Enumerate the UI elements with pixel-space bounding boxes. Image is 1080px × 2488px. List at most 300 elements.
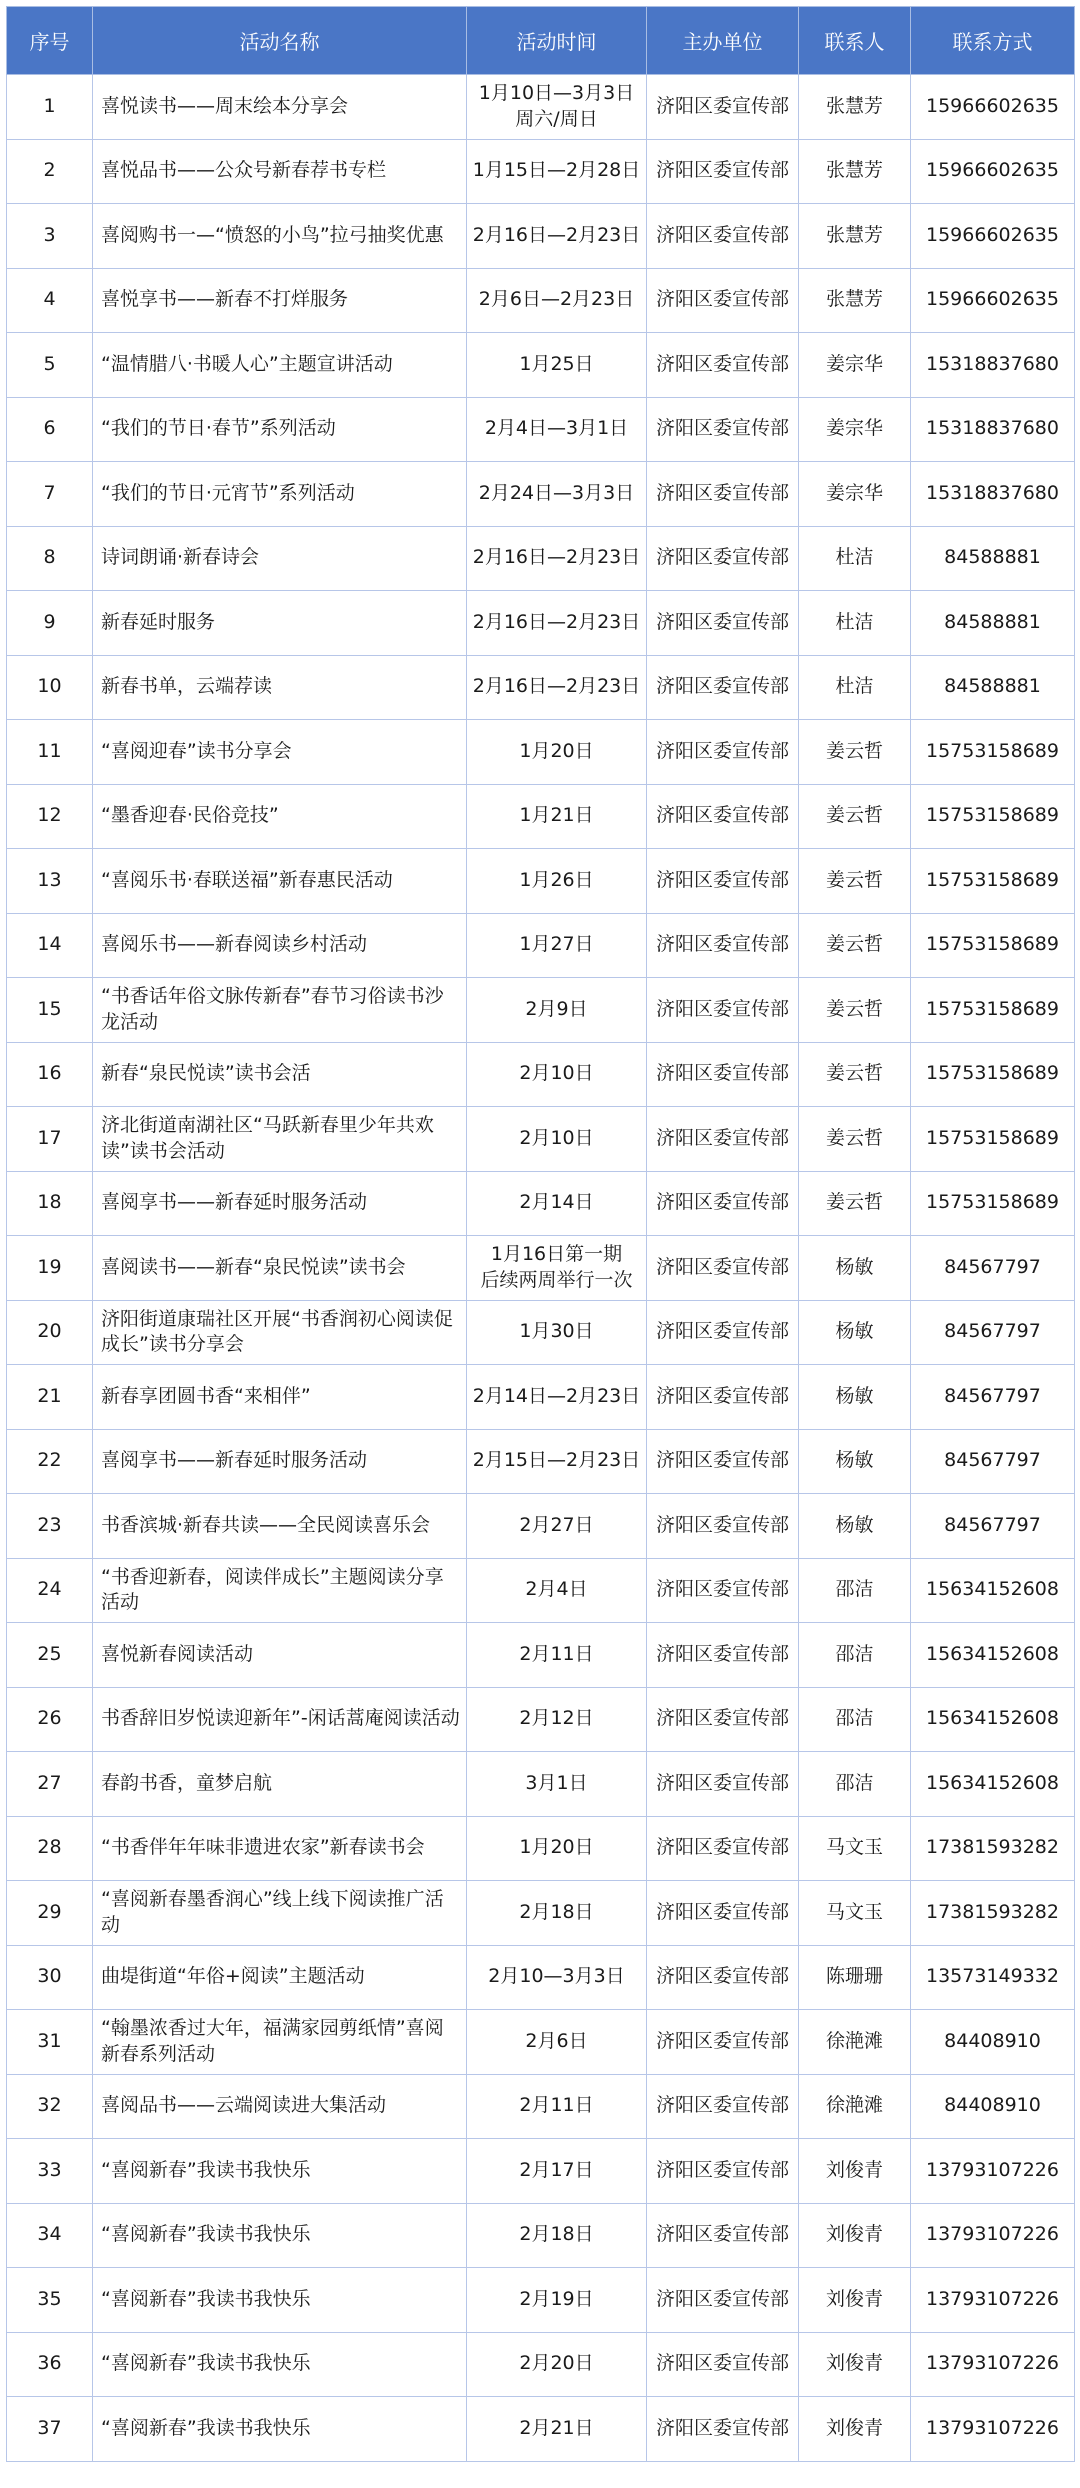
- cell-time: [467, 1816, 647, 1881]
- cell-time: [467, 913, 647, 978]
- time-line: 2月12日: [519, 1707, 594, 1730]
- cell-time: [467, 720, 647, 785]
- time-line: 1月30日: [519, 1320, 594, 1343]
- cell-org: 济阳区委宣传部: [647, 655, 799, 720]
- time-line: 2月27日: [519, 1513, 594, 1536]
- cell-no: 21: [7, 1365, 93, 1430]
- cell-org: 济阳区委宣传部: [647, 2010, 799, 2075]
- cell-no: 4: [7, 268, 93, 333]
- cell-contact: 刘俊青: [799, 2397, 911, 2462]
- cell-phone: 84588881: [911, 526, 1075, 591]
- cell-contact: 邵洁: [799, 1623, 911, 1688]
- cell-contact: 姜云哲: [799, 784, 911, 849]
- cell-name: “书香迎新春，阅读伴成长”主题阅读分享活动: [93, 1558, 467, 1623]
- cell-org: 济阳区委宣传部: [647, 1494, 799, 1559]
- cell-time: [467, 591, 647, 656]
- cell-phone: 15318837680: [911, 397, 1075, 462]
- cell-org: 济阳区委宣传部: [647, 75, 799, 140]
- cell-no: 18: [7, 1171, 93, 1236]
- cell-phone: 15634152608: [911, 1558, 1075, 1623]
- cell-contact: 杜洁: [799, 655, 911, 720]
- cell-phone: 15753158689: [911, 784, 1075, 849]
- cell-contact: 陈珊珊: [799, 1945, 911, 2010]
- cell-contact: 姜云哲: [799, 720, 911, 785]
- activity-table: [6, 6, 1075, 2462]
- cell-org: 济阳区委宣传部: [647, 591, 799, 656]
- time-line: 2月18日: [519, 1900, 594, 1923]
- cell-time: [467, 139, 647, 204]
- cell-org: 济阳区委宣传部: [647, 139, 799, 204]
- cell-name: 春韵书香，童梦启航: [93, 1752, 467, 1817]
- table-row: [7, 2332, 1075, 2397]
- cell-time: [467, 1107, 647, 1172]
- time-line: 2月19日: [519, 2287, 594, 2310]
- time-line: 2月4日: [525, 1578, 588, 1601]
- cell-contact: 张慧芳: [799, 75, 911, 140]
- cell-name: 诗词朗诵·新春诗会: [93, 526, 467, 591]
- cell-time: [467, 1300, 647, 1365]
- cell-time: [467, 655, 647, 720]
- cell-org: 济阳区委宣传部: [647, 1752, 799, 1817]
- header-no: 序号: [7, 7, 93, 75]
- cell-no: 27: [7, 1752, 93, 1817]
- time-line: 2月16日—2月23日: [472, 223, 641, 246]
- cell-name: 新春享团圆书香“来相伴”: [93, 1365, 467, 1430]
- time-line: 1月20日: [519, 1836, 594, 1859]
- cell-no: 31: [7, 2010, 93, 2075]
- table-row: [7, 75, 1075, 140]
- cell-phone: 84588881: [911, 655, 1075, 720]
- cell-org: 济阳区委宣传部: [647, 978, 799, 1043]
- cell-contact: 杜洁: [799, 591, 911, 656]
- cell-phone: 15966602635: [911, 268, 1075, 333]
- table-row: [7, 1945, 1075, 2010]
- cell-name: 新春延时服务: [93, 591, 467, 656]
- time-line: 后续两周举行一次: [480, 1268, 633, 1291]
- cell-org: 济阳区委宣传部: [647, 913, 799, 978]
- time-line: 1月15日—2月28日: [472, 159, 641, 182]
- cell-phone: 15318837680: [911, 333, 1075, 398]
- time-line: 1月26日: [519, 868, 594, 891]
- table-row: [7, 978, 1075, 1043]
- time-line: 1月27日: [519, 933, 594, 956]
- cell-name: 济北街道南湖社区“马跃新春里少年共欢读”读书会活动: [93, 1107, 467, 1172]
- time-line: 1月10日—3月3日: [478, 82, 635, 105]
- cell-time: [467, 1752, 647, 1817]
- cell-name: 书香滨城·新春共读——全民阅读喜乐会: [93, 1494, 467, 1559]
- cell-org: 济阳区委宣传部: [647, 1171, 799, 1236]
- cell-phone: 13793107226: [911, 2139, 1075, 2204]
- cell-name: 喜阅乐书——新春阅读乡村活动: [93, 913, 467, 978]
- time-line: 2月10日: [519, 1126, 594, 1149]
- time-line: 2月16日—2月23日: [472, 546, 641, 569]
- cell-org: 济阳区委宣传部: [647, 1881, 799, 1946]
- cell-contact: 杨敏: [799, 1236, 911, 1301]
- time-line: 2月14日: [519, 1191, 594, 1214]
- table-row: [7, 397, 1075, 462]
- cell-time: [467, 1494, 647, 1559]
- time-line: 2月6日—2月23日: [478, 288, 635, 311]
- cell-contact: 杜洁: [799, 526, 911, 591]
- time-line: 1月16日第一期: [490, 1243, 623, 1266]
- cell-time: [467, 1945, 647, 2010]
- cell-org: 济阳区委宣传部: [647, 2203, 799, 2268]
- cell-phone: 15753158689: [911, 849, 1075, 914]
- cell-org: 济阳区委宣传部: [647, 204, 799, 269]
- cell-contact: 马文玉: [799, 1881, 911, 1946]
- cell-org: 济阳区委宣传部: [647, 1300, 799, 1365]
- cell-phone: 13793107226: [911, 2332, 1075, 2397]
- cell-no: 36: [7, 2332, 93, 2397]
- cell-time: [467, 1881, 647, 1946]
- cell-phone: 15634152608: [911, 1687, 1075, 1752]
- cell-phone: 15753158689: [911, 720, 1075, 785]
- cell-name: 喜悦品书——公众号新春荐书专栏: [93, 139, 467, 204]
- cell-no: 37: [7, 2397, 93, 2462]
- cell-name: 喜阅读书——新春“泉民悦读”读书会: [93, 1236, 467, 1301]
- cell-no: 8: [7, 526, 93, 591]
- cell-time: [467, 1236, 647, 1301]
- cell-name: “我们的节日·春节”系列活动: [93, 397, 467, 462]
- cell-phone: 15966602635: [911, 75, 1075, 140]
- table-row: [7, 591, 1075, 656]
- cell-contact: 姜云哲: [799, 913, 911, 978]
- cell-name: 新春书单，云端荐读: [93, 655, 467, 720]
- time-line: 2月21日: [519, 2416, 594, 2439]
- table-row: [7, 1752, 1075, 1817]
- cell-no: 11: [7, 720, 93, 785]
- table-row: [7, 2139, 1075, 2204]
- table-row: [7, 720, 1075, 785]
- cell-name: “书香话年俗文脉传新春”春节习俗读书沙龙活动: [93, 978, 467, 1043]
- cell-org: 济阳区委宣传部: [647, 2139, 799, 2204]
- time-line: 2月18日: [519, 2223, 594, 2246]
- cell-phone: 17381593282: [911, 1816, 1075, 1881]
- cell-phone: 84408910: [911, 2074, 1075, 2139]
- table-row: [7, 913, 1075, 978]
- cell-contact: 徐滟滩: [799, 2010, 911, 2075]
- cell-name: 喜阅享书——新春延时服务活动: [93, 1429, 467, 1494]
- cell-no: 12: [7, 784, 93, 849]
- cell-contact: 刘俊青: [799, 2268, 911, 2333]
- time-line: 2月20日: [519, 2352, 594, 2375]
- cell-name: “喜阅乐书·春联送福”新春惠民活动: [93, 849, 467, 914]
- cell-name: “喜阅新春墨香润心”线上线下阅读推广活动: [93, 1881, 467, 1946]
- table-row: [7, 784, 1075, 849]
- time-line: 2月14日—2月23日: [472, 1384, 641, 1407]
- cell-contact: 邵洁: [799, 1752, 911, 1817]
- cell-contact: 杨敏: [799, 1300, 911, 1365]
- header-org: 主办单位: [647, 7, 799, 75]
- cell-time: [467, 1429, 647, 1494]
- cell-contact: 杨敏: [799, 1429, 911, 1494]
- cell-contact: 刘俊青: [799, 2203, 911, 2268]
- table-row: [7, 1687, 1075, 1752]
- table-row: [7, 204, 1075, 269]
- cell-org: 济阳区委宣传部: [647, 1107, 799, 1172]
- cell-contact: 马文玉: [799, 1816, 911, 1881]
- cell-contact: 姜云哲: [799, 1042, 911, 1107]
- cell-phone: 84567797: [911, 1429, 1075, 1494]
- cell-contact: 姜云哲: [799, 849, 911, 914]
- cell-org: 济阳区委宣传部: [647, 397, 799, 462]
- table-row: [7, 849, 1075, 914]
- time-line: 2月10—3月3日: [488, 1965, 625, 1988]
- cell-org: 济阳区委宣传部: [647, 268, 799, 333]
- table-row: [7, 1171, 1075, 1236]
- cell-org: 济阳区委宣传部: [647, 1687, 799, 1752]
- cell-time: [467, 1042, 647, 1107]
- table-row: [7, 1623, 1075, 1688]
- table-row: [7, 1816, 1075, 1881]
- cell-time: [467, 1365, 647, 1430]
- cell-time: [467, 526, 647, 591]
- cell-no: 3: [7, 204, 93, 269]
- cell-time: [467, 2203, 647, 2268]
- cell-org: 济阳区委宣传部: [647, 1365, 799, 1430]
- cell-time: [467, 2332, 647, 2397]
- cell-time: [467, 2397, 647, 2462]
- cell-phone: 13793107226: [911, 2268, 1075, 2333]
- cell-contact: 姜宗华: [799, 333, 911, 398]
- table-row: [7, 2203, 1075, 2268]
- time-line: 2月11日: [519, 2094, 594, 2117]
- cell-phone: 84567797: [911, 1365, 1075, 1430]
- cell-no: 29: [7, 1881, 93, 1946]
- time-line: 2月24日—3月3日: [478, 481, 635, 504]
- cell-no: 33: [7, 2139, 93, 2204]
- time-line: 3月1日: [525, 1771, 588, 1794]
- table-row: [7, 139, 1075, 204]
- cell-time: [467, 75, 647, 140]
- cell-org: 济阳区委宣传部: [647, 720, 799, 785]
- cell-no: 24: [7, 1558, 93, 1623]
- header-contact: 联系人: [799, 7, 911, 75]
- cell-phone: 84567797: [911, 1300, 1075, 1365]
- time-line: 周六/周日: [515, 107, 598, 130]
- cell-time: [467, 784, 647, 849]
- cell-no: 17: [7, 1107, 93, 1172]
- cell-contact: 杨敏: [799, 1494, 911, 1559]
- cell-time: [467, 1558, 647, 1623]
- cell-no: 6: [7, 397, 93, 462]
- cell-contact: 张慧芳: [799, 268, 911, 333]
- table-row: [7, 333, 1075, 398]
- cell-phone: 13573149332: [911, 1945, 1075, 2010]
- cell-name: 喜悦读书——周末绘本分享会: [93, 75, 467, 140]
- cell-time: [467, 268, 647, 333]
- table-row: [7, 268, 1075, 333]
- time-line: 2月16日—2月23日: [472, 675, 641, 698]
- time-line: 2月6日: [525, 2029, 588, 2052]
- cell-contact: 徐滟滩: [799, 2074, 911, 2139]
- cell-time: [467, 204, 647, 269]
- time-line: 2月10日: [519, 1062, 594, 1085]
- time-line: 1月20日: [519, 739, 594, 762]
- table-row: [7, 2010, 1075, 2075]
- time-line: 1月21日: [519, 804, 594, 827]
- cell-time: [467, 1171, 647, 1236]
- cell-org: 济阳区委宣传部: [647, 2332, 799, 2397]
- cell-phone: 84567797: [911, 1494, 1075, 1559]
- cell-name: “喜阅迎春”读书分享会: [93, 720, 467, 785]
- cell-name: 喜阅购书一—“愤怒的小鸟”拉弓抽奖优惠: [93, 204, 467, 269]
- cell-org: 济阳区委宣传部: [647, 1623, 799, 1688]
- cell-no: 28: [7, 1816, 93, 1881]
- cell-org: 济阳区委宣传部: [647, 1429, 799, 1494]
- cell-contact: 张慧芳: [799, 204, 911, 269]
- table-row: [7, 526, 1075, 591]
- cell-org: 济阳区委宣传部: [647, 2397, 799, 2462]
- cell-name: “喜阅新春”我读书我快乐: [93, 2139, 467, 2204]
- cell-contact: 张慧芳: [799, 139, 911, 204]
- cell-no: 13: [7, 849, 93, 914]
- time-line: 2月16日—2月23日: [472, 610, 641, 633]
- cell-no: 19: [7, 1236, 93, 1301]
- table-row: [7, 1429, 1075, 1494]
- cell-name: “墨香迎春·民俗竞技”: [93, 784, 467, 849]
- cell-org: 济阳区委宣传部: [647, 2074, 799, 2139]
- cell-contact: 姜云哲: [799, 1107, 911, 1172]
- table-row: [7, 1042, 1075, 1107]
- table-row: [7, 1365, 1075, 1430]
- cell-name: “翰墨浓香过大年，福满家园剪纸情”喜阅新春系列活动: [93, 2010, 467, 2075]
- header-name: 活动名称: [93, 7, 467, 75]
- cell-contact: 姜宗华: [799, 462, 911, 527]
- cell-name: 济阳街道康瑞社区开展“书香润初心阅读促成长”读书分享会: [93, 1300, 467, 1365]
- cell-time: [467, 397, 647, 462]
- table-row: [7, 2268, 1075, 2333]
- time-line: 2月4日—3月1日: [484, 417, 629, 440]
- cell-name: “书香伴年年味非遗进农家”新春读书会: [93, 1816, 467, 1881]
- table-row: [7, 1236, 1075, 1301]
- table-row: [7, 1494, 1075, 1559]
- time-line: 2月11日: [519, 1642, 594, 1665]
- cell-phone: 84588881: [911, 591, 1075, 656]
- cell-time: [467, 978, 647, 1043]
- cell-name: “温情腊八·书暖人心”主题宣讲活动: [93, 333, 467, 398]
- cell-no: 2: [7, 139, 93, 204]
- cell-contact: 邵洁: [799, 1687, 911, 1752]
- cell-no: 25: [7, 1623, 93, 1688]
- cell-phone: 15753158689: [911, 1042, 1075, 1107]
- cell-phone: 15318837680: [911, 462, 1075, 527]
- cell-phone: 84567797: [911, 1236, 1075, 1301]
- cell-no: 5: [7, 333, 93, 398]
- table-row: [7, 1558, 1075, 1623]
- cell-name: 书香辞旧岁悦读迎新年”-闲话蒿庵阅读活动: [93, 1687, 467, 1752]
- time-line: 2月15日—2月23日: [472, 1449, 641, 1472]
- cell-no: 9: [7, 591, 93, 656]
- cell-phone: 15753158689: [911, 1171, 1075, 1236]
- cell-name: 喜阅品书——云端阅读进大集活动: [93, 2074, 467, 2139]
- cell-phone: 15966602635: [911, 139, 1075, 204]
- header-time: 活动时间: [467, 7, 647, 75]
- cell-no: 10: [7, 655, 93, 720]
- cell-name: “喜阅新春”我读书我快乐: [93, 2332, 467, 2397]
- cell-no: 26: [7, 1687, 93, 1752]
- cell-name: 新春“泉民悦读”读书会活: [93, 1042, 467, 1107]
- cell-contact: 姜宗华: [799, 397, 911, 462]
- table-row: [7, 1300, 1075, 1365]
- cell-no: 34: [7, 2203, 93, 2268]
- cell-contact: 姜云哲: [799, 978, 911, 1043]
- cell-org: 济阳区委宣传部: [647, 333, 799, 398]
- cell-contact: 刘俊青: [799, 2332, 911, 2397]
- table-row: [7, 2397, 1075, 2462]
- cell-time: [467, 2010, 647, 2075]
- cell-name: 喜悦享书——新春不打烊服务: [93, 268, 467, 333]
- cell-no: 7: [7, 462, 93, 527]
- time-line: 2月17日: [519, 2158, 594, 2181]
- cell-phone: 13793107226: [911, 2203, 1075, 2268]
- cell-name: “喜阅新春”我读书我快乐: [93, 2397, 467, 2462]
- cell-org: 济阳区委宣传部: [647, 1042, 799, 1107]
- cell-phone: 15753158689: [911, 1107, 1075, 1172]
- cell-org: 济阳区委宣传部: [647, 2268, 799, 2333]
- cell-time: [467, 1623, 647, 1688]
- cell-no: 16: [7, 1042, 93, 1107]
- cell-phone: 84408910: [911, 2010, 1075, 2075]
- cell-time: [467, 2074, 647, 2139]
- cell-name: 曲堤街道“年俗+阅读”主题活动: [93, 1945, 467, 2010]
- cell-no: 20: [7, 1300, 93, 1365]
- cell-contact: 姜云哲: [799, 1171, 911, 1236]
- cell-phone: 17381593282: [911, 1881, 1075, 1946]
- time-line: 2月9日: [525, 997, 588, 1020]
- cell-phone: 15634152608: [911, 1752, 1075, 1817]
- cell-org: 济阳区委宣传部: [647, 1945, 799, 2010]
- cell-time: [467, 1687, 647, 1752]
- cell-no: 22: [7, 1429, 93, 1494]
- cell-phone: 15753158689: [911, 978, 1075, 1043]
- cell-no: 23: [7, 1494, 93, 1559]
- cell-no: 1: [7, 75, 93, 140]
- cell-name: 喜悦新春阅读活动: [93, 1623, 467, 1688]
- cell-time: [467, 2139, 647, 2204]
- cell-no: 15: [7, 978, 93, 1043]
- cell-time: [467, 333, 647, 398]
- table-body: [7, 75, 1075, 2462]
- cell-phone: 13793107226: [911, 2397, 1075, 2462]
- cell-name: “我们的节日·元宵节”系列活动: [93, 462, 467, 527]
- cell-no: 14: [7, 913, 93, 978]
- cell-contact: 刘俊青: [799, 2139, 911, 2204]
- cell-org: 济阳区委宣传部: [647, 849, 799, 914]
- cell-org: 济阳区委宣传部: [647, 462, 799, 527]
- header-phone: 联系方式: [911, 7, 1075, 75]
- cell-phone: 15753158689: [911, 913, 1075, 978]
- cell-phone: 15966602635: [911, 204, 1075, 269]
- cell-name: 喜阅享书——新春延时服务活动: [93, 1171, 467, 1236]
- cell-phone: 15634152608: [911, 1623, 1075, 1688]
- cell-org: 济阳区委宣传部: [647, 1236, 799, 1301]
- table-row: [7, 1107, 1075, 1172]
- table-row: [7, 1881, 1075, 1946]
- cell-org: 济阳区委宣传部: [647, 1816, 799, 1881]
- cell-name: “喜阅新春”我读书我快乐: [93, 2268, 467, 2333]
- cell-time: [467, 462, 647, 527]
- table-header-row: [7, 7, 1075, 75]
- cell-time: [467, 2268, 647, 2333]
- cell-no: 35: [7, 2268, 93, 2333]
- cell-org: 济阳区委宣传部: [647, 1558, 799, 1623]
- cell-org: 济阳区委宣传部: [647, 784, 799, 849]
- cell-contact: 杨敏: [799, 1365, 911, 1430]
- cell-org: 济阳区委宣传部: [647, 526, 799, 591]
- table-row: [7, 655, 1075, 720]
- cell-name: “喜阅新春”我读书我快乐: [93, 2203, 467, 2268]
